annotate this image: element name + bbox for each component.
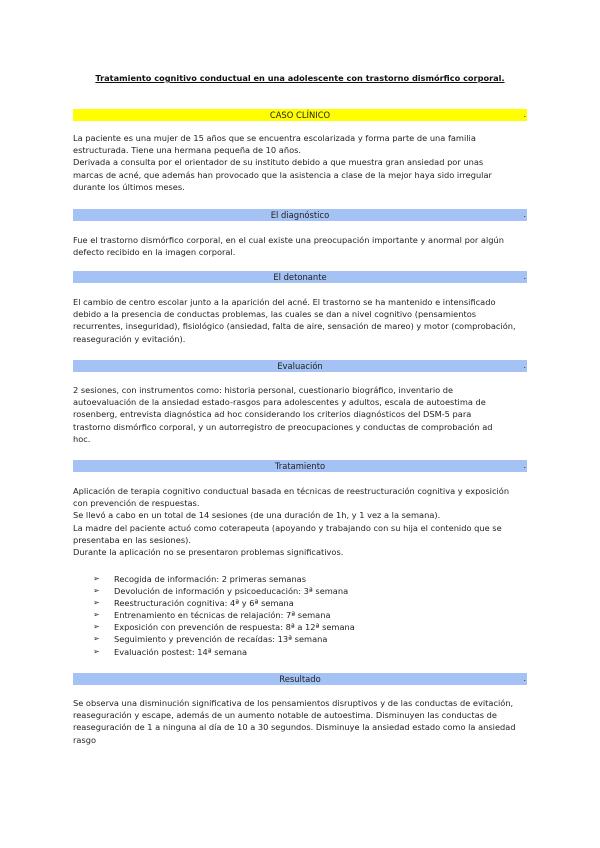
text-line: recurrentes, inseguridad), fisiológico (ansiedad, falta de aire, sensación de mareo) y motor (comprobación, [73,321,516,332]
text-line: presentaba en las sesiones). [73,534,191,545]
paragraph-tratamiento [73,485,533,558]
text-line: hoc. [73,433,91,444]
text-line: marcas de acné, que además han provocado que la asistencia a clase de la mejor haya sido irregular [73,169,492,180]
arrow-bullet-icon: ➢ [93,634,100,644]
paragraph-evaluacion [73,384,533,445]
heading-resultado: Resultado . [73,673,527,685]
heading-tratamiento: Tratamiento . [73,460,527,472]
text-line: Se observa una disminución significativa de los pensamientos disruptivos y de las conductas de evitación, [73,698,514,708]
text-line: La madre del paciente actuó como coterapeuta (apoyando y trabajando con su hija el contenido que se [73,522,502,533]
paragraph-detonante [73,296,533,345]
heading-caso-clinico: CASO CLÍNICO . [73,109,527,121]
list-item: ➢ Evaluación postest: 14ª semana [93,646,248,657]
arrow-bullet-icon: ➢ [93,574,100,583]
arrow-bullet-icon: ➢ [93,586,100,596]
heading-resultado-text: Resultado [279,674,321,684]
text-line: La paciente es una mujer de 15 años que se encuentra escolarizada y forma parte de una familia [73,133,476,143]
arrow-bullet-icon: ➢ [93,610,100,620]
heading-caso-clinico-text: CASO CLÍNICO [269,110,331,120]
text-line: reaseguración y evitación). [73,333,186,344]
text-line: Durante la aplicación no se presentaron problemas significativos. [73,547,344,558]
text-line: autoevaluación de la ansiedad estado-rasgos para adolescentes y adultos, escala de autoestima de [73,397,486,408]
paragraph-resultado [73,697,533,746]
heading-diagnostico-text: El diagnóstico [270,210,330,220]
text-line: reaseguración de 1 a ninguna al día de 10 a 30 segundos. Disminuye la ansiedad estado como la ansiedad [73,722,516,733]
text-line: Derivada a consulta por el orientador de su instituto debido a que muestra gran ansiedad por unas [73,157,484,168]
heading-evaluacion-text: Evaluación [277,361,323,371]
arrow-bullet-icon: ➢ [93,622,100,632]
list-item: ➢ Recogida de información: 2 primeras semanas [93,574,307,584]
text-line: rosenberg, entrevista diagnóstica ad hoc considerando los criterios diagnósticos del DSM-5 para [73,409,472,420]
paragraph-caso-clinico [73,132,533,193]
list-item: ➢ Seguimiento y prevención de recaídas: 13ª semana [93,634,328,645]
list-item: ➢ Entrenamiento en técnicas de relajación: 7ª semana [93,610,331,621]
text-line: debido a la presencia de conductas problemas, las cuales se dan a nivel cognitivo (pensamientos [73,309,477,320]
text-line: rasgo [73,734,97,745]
text-line: estructurada. Tiene una hermana pequeña de 10 años. [73,145,302,156]
arrow-bullet-icon: ➢ [93,646,100,656]
heading-diagnostico: El diagnóstico . [73,209,527,221]
tratamiento-schedule-list [93,573,513,658]
text-line: Fue el trastorno dismórfico corporal, en el cual existe una preocupación importante y anormal por algún [73,235,504,245]
list-item: ➢ Reestructuración cognitiva: 4ª y 6ª semana [93,598,294,609]
text-line: El cambio de centro escolar junto a la aparición del acné. El trastorno se ha mantenido e intensificado [73,297,496,307]
heading-detonante-text: El detonante [273,272,327,282]
arrow-bullet-icon: ➢ [93,598,100,608]
text-line: Aplicación de terapia cognitivo conductual basada en técnicas de reestructuración cognitiva y exposición [73,486,510,496]
document-title: Tratamiento cognitivo conductual en una adolescente con trastorno dismórfico corporal. [95,73,505,83]
text-line: Se llevó a cabo en un total de 14 sesiones (de una duración de 1h, y 1 vez a la semana). [73,510,441,521]
text-line: trastorno dismórfico corporal, y un autorregistro de preocupaciones y conductas de comprobación ad [73,421,493,432]
text-line: con prevención de respuestas. [73,498,200,509]
text-line: 2 sesiones, con instrumentos como: historia personal, cuestionario biográfico, inventario de [73,385,454,395]
heading-tratamiento-text: Tratamiento [274,461,326,471]
heading-evaluacion: Evaluación . [73,360,527,372]
text-line: defecto recibido en la imagen corporal. [73,247,236,258]
paragraph-diagnostico [73,234,533,258]
heading-detonante: El detonante . [73,271,527,283]
text-line: durante los últimos meses. [73,181,185,192]
list-item: ➢ Devolución de información y psicoeducación: 3ª semana [93,586,349,597]
text-line: reaseguración y escape, además de un aumento notable de autoestima. Disminuyen las conductas de [73,710,497,721]
list-item: ➢ Exposición con prevención de respuesta: 8ª a 12ª semana [93,622,355,633]
